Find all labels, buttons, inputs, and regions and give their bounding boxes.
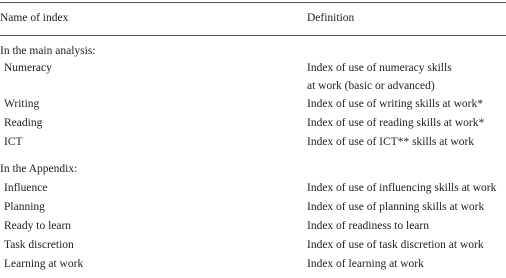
row-name-ict: ICT — [4, 136, 23, 148]
column-header-name: Name of index — [0, 12, 69, 24]
row-definition-ict: Index of use of ICT** skills at work — [307, 136, 475, 148]
row-definition-learning-at-work: Index of learning at work — [307, 258, 424, 270]
row-name-task-discretion: Task discretion — [4, 239, 74, 251]
row-name-influence: Influence — [4, 182, 48, 194]
row-definition-numeracy-line1: Index of use of numeracy skills — [307, 62, 452, 74]
row-definition-influence: Index of use of influencing skills at work — [307, 182, 497, 194]
row-definition-ready-to-learn: Index of readiness to learn — [307, 220, 429, 232]
section-title-appendix: In the Appendix: — [0, 163, 78, 175]
row-definition-planning: Index of use of planning skills at work — [307, 201, 485, 213]
row-definition-reading: Index of use of reading skills at work* — [307, 117, 485, 129]
section-title-main-analysis: In the main analysis: — [0, 45, 96, 57]
column-header-definition: Definition — [307, 12, 355, 24]
row-name-ready-to-learn: Ready to learn — [4, 220, 72, 232]
row-name-planning: Planning — [4, 201, 45, 213]
row-name-learning-at-work: Learning at work — [4, 258, 84, 270]
row-name-reading: Reading — [4, 117, 43, 129]
top-rule — [0, 2, 506, 3]
row-definition-numeracy-line2: at work (basic or advanced) — [307, 80, 435, 92]
header-rule — [0, 35, 506, 36]
row-name-writing: Writing — [4, 98, 40, 110]
row-definition-writing: Index of use of writing skills at work* — [307, 98, 483, 110]
row-name-numeracy: Numeracy — [4, 62, 52, 74]
row-definition-task-discretion: Index of use of task discretion at work — [307, 239, 484, 251]
